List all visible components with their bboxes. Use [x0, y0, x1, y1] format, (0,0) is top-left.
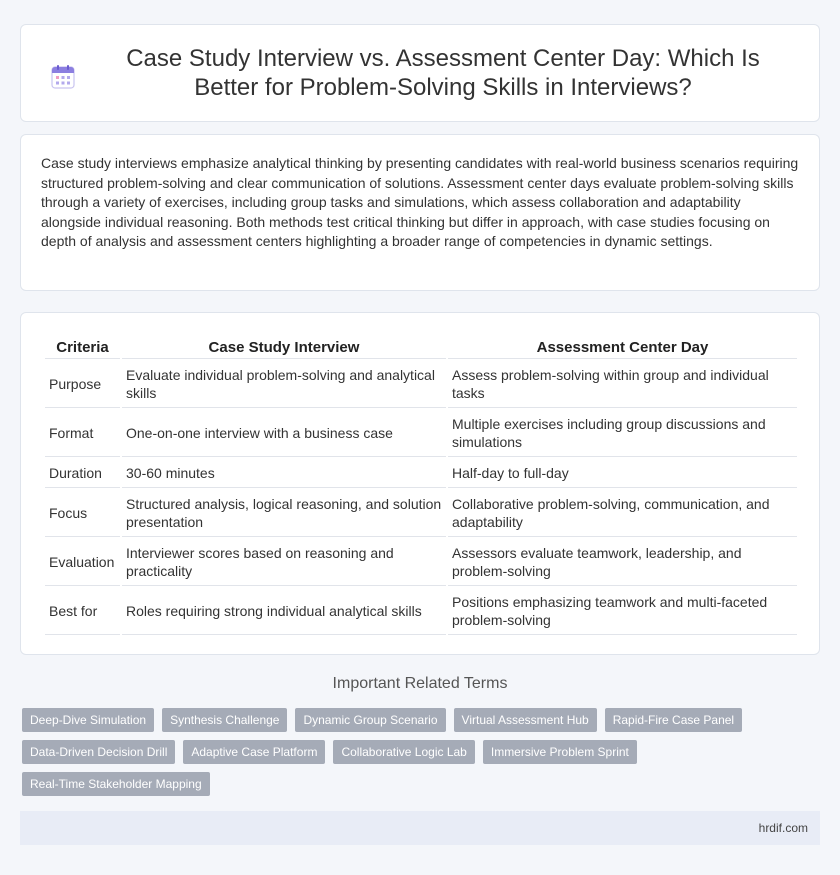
related-terms-list	[22, 708, 822, 796]
assessment-center-cell: Half-day to full-day	[448, 459, 797, 488]
criteria-cell: Duration	[45, 459, 120, 488]
intro-card	[20, 134, 820, 291]
criteria-cell: Best for	[45, 588, 120, 635]
case-study-cell: Evaluate individual problem-solving and analytical skills	[122, 361, 446, 408]
case-study-cell: One-on-one interview with a business case	[122, 410, 446, 457]
assessment-center-cell: Multiple exercises including group discussions and simulations	[448, 410, 797, 457]
assessment-center-cell: Assessors evaluate teamwork, leadership, and problem-solving	[448, 539, 797, 586]
case-study-cell: 30-60 minutes	[122, 459, 446, 488]
footer-bar	[20, 811, 820, 845]
related-term-tag[interactable]: Collaborative Logic Lab	[333, 740, 474, 764]
related-term-tag[interactable]: Data-Driven Decision Drill	[22, 740, 175, 764]
calendar-icon	[50, 64, 76, 90]
page-title: Case Study Interview vs. Assessment Center Day: Which Is Better for Problem-Solving Skills in Interviews?	[126, 45, 760, 101]
related-term-tag[interactable]: Synthesis Challenge	[162, 708, 287, 732]
column-header-case-study: Case Study Interview	[122, 337, 446, 359]
header-card	[20, 24, 820, 122]
intro-paragraph: Case study interviews emphasize analytical thinking by presenting candidates with real-world business scenarios requiring structured problem-solving and clear communication of solutions. Assessment center days evaluate problem-solving skills through a variety of exercises, including group tasks and simulations, which assess collaboration and adaptability alongside individual reasoning. Both methods test critical thinking but differ in approach, with case studies focusing on depth of analysis and assessment centers highlighting a broader range of competencies in dynamic settings.	[41, 155, 799, 249]
table-row	[45, 361, 797, 408]
related-terms-heading: Important Related Terms	[332, 675, 508, 692]
table-row	[45, 459, 797, 488]
related-term-tag[interactable]: Dynamic Group Scenario	[295, 708, 445, 732]
comparison-table-card	[20, 312, 820, 655]
comparison-table	[43, 335, 799, 637]
related-term-tag[interactable]: Real-Time Stakeholder Mapping	[22, 772, 210, 796]
related-term-tag[interactable]: Immersive Problem Sprint	[483, 740, 637, 764]
related-term-tag[interactable]: Deep-Dive Simulation	[22, 708, 154, 732]
assessment-center-cell: Assess problem-solving within group and individual tasks	[448, 361, 797, 408]
footer-site-label[interactable]: hrdif.com	[758, 821, 808, 835]
table-header-row	[45, 337, 797, 359]
criteria-cell: Purpose	[45, 361, 120, 408]
column-header-criteria: Criteria	[45, 337, 120, 359]
table-row	[45, 539, 797, 586]
related-term-tag[interactable]: Virtual Assessment Hub	[454, 708, 597, 732]
table-row	[45, 588, 797, 635]
table-row	[45, 490, 797, 537]
assessment-center-cell: Collaborative problem-solving, communication, and adaptability	[448, 490, 797, 537]
criteria-cell: Focus	[45, 490, 120, 537]
case-study-cell: Structured analysis, logical reasoning, and solution presentation	[122, 490, 446, 537]
related-term-tag[interactable]: Adaptive Case Platform	[183, 740, 325, 764]
case-study-cell: Interviewer scores based on reasoning and practicality	[122, 539, 446, 586]
table-row	[45, 410, 797, 457]
criteria-cell: Format	[45, 410, 120, 457]
assessment-center-cell: Positions emphasizing teamwork and multi-faceted problem-solving	[448, 588, 797, 635]
column-header-assessment-center: Assessment Center Day	[448, 337, 797, 359]
case-study-cell: Roles requiring strong individual analytical skills	[122, 588, 446, 635]
related-term-tag[interactable]: Rapid-Fire Case Panel	[605, 708, 742, 732]
criteria-cell: Evaluation	[45, 539, 120, 586]
